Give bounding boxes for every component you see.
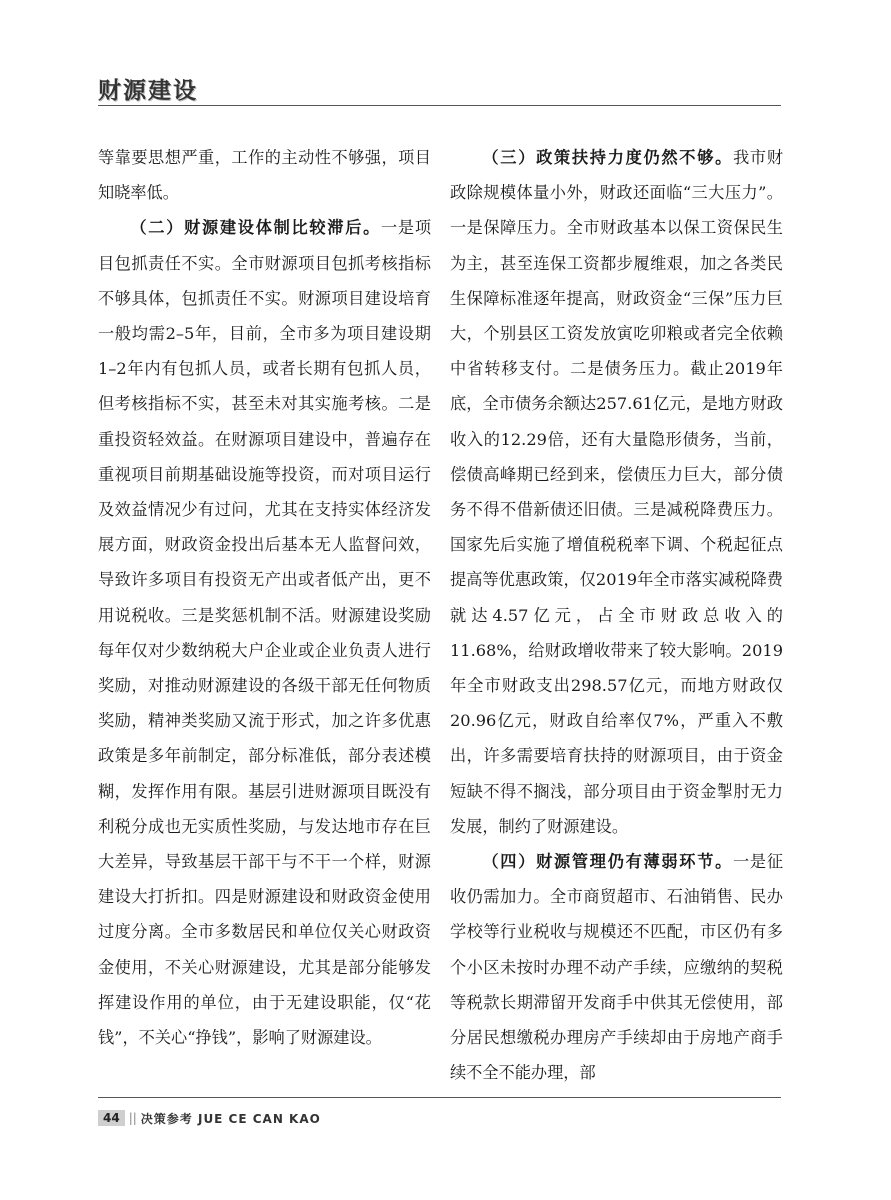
header-rule bbox=[98, 105, 781, 106]
page-header bbox=[98, 72, 781, 108]
section-title: 财源建设 bbox=[98, 78, 198, 104]
paragraph bbox=[450, 844, 783, 1090]
page-number: 44 bbox=[98, 1110, 125, 1126]
journal-name: 决策参考 JUE CE CAN KAO bbox=[140, 1111, 321, 1126]
footer-divider-icon: || bbox=[128, 1111, 137, 1125]
paragraph bbox=[450, 140, 783, 844]
subsection-heading: （四）财源管理仍有薄弱环节。 bbox=[482, 852, 734, 872]
paragraph-body: 我市财政除规模体量小外，财政还面临“三大压力”。一是保障压力。全市财政基本以保工资保民生为主，甚至连保工资都步履维艰，加之各类民生保障标准逐年提高，财政资金“三保”压力巨大，个别县区工资发放寅吃卯粮或者完全依赖中省转移支付。二是债务压力。截止2019年底，全市债务余额达257.61亿元，是地方财政收入的12.29倍，还有大量隐形债务，当前，偿债高峰期已经到来，偿债压力巨大，部分债务不得不借新债还旧债。三是减税降费压力。国家先后实施了增值税税率下调、个税起征点提高等优惠政策，仅2019年全市落实减税降费就达4.57亿元，占全市财政总收入的11.68%，给财政增收带来了较大影响。2019年全市财政支出298.57亿元，而地方财政仅20.96亿元，财政自给率仅7%，严重入不敷出，许多需要培育扶持的财源项目，由于资金短缺不得不搁浅，部分项目由于资金掣肘无力发展，制约了财源建设。 bbox=[450, 148, 784, 836]
paragraph bbox=[98, 210, 431, 1055]
subsection-heading: （三）政策扶持力度仍然不够。 bbox=[482, 148, 734, 167]
right-column bbox=[450, 140, 783, 1090]
paragraph: 等靠要思想严重，工作的主动性不够强，项目知晓率低。 bbox=[98, 148, 431, 203]
footer-rule bbox=[98, 1097, 781, 1098]
subsection-heading: （二）财源建设体制比较滞后。 bbox=[130, 218, 382, 238]
left-column bbox=[98, 140, 431, 1055]
paragraph-body: 一是项目包抓责任不实。全市财源项目包抓考核指标不够具体，包抓责任不实。财源项目建设培育一般均需2–5年，目前，全市多为项目建设期1–2年内有包抓人员，或者长期有包抓人员，但考核指标不实，甚至未对其实施考核。二是重投资轻效益。在财源项目建设中，普遍存在重视项目前期基础设施等投资，而对项目运行及效益情况少有过问，尤其在支持实体经济发展方面，财政资金投出后基本无人监督问效，导致许多项目有投资无产出或者低产出，更不用说税收。三是奖惩机制不活。财源建设奖励每年仅对少数纳税大户企业或企业负责人进行奖励，对推动财源建设的各级干部无任何物质奖励，精神类奖励又流于形式，加之许多优惠政策是多年前制定，部分标准低，部分表述模糊，发挥作用有限。基层引进财源项目既没有利税分成也无实质性奖励，与发达地市存在巨大差异，导致基层干部干与不干一个样，财源建设大打折扣。四是财源建设和财政资金使用过度分离。全市多数居民和单位仅关心财政资金使用，不关心财源建设，尤其是部分能够发挥建设作用的单位，由于无建设职能，仅“花钱”，不关心“挣钱”，影响了财源建设。 bbox=[98, 218, 432, 1048]
page-footer bbox=[98, 1108, 321, 1128]
paragraph-body: 一是征收仍需加力。全市商贸超市、石油销售、民办学校等行业税收与规模还不匹配，市区仍有多个小区未按时办理不动产手续，应缴纳的契税等税款长期滞留开发商手中供其无偿使用，部分居民想缴税办理房产手续却由于房地产商手续不全不能办理，部 bbox=[450, 852, 784, 1083]
